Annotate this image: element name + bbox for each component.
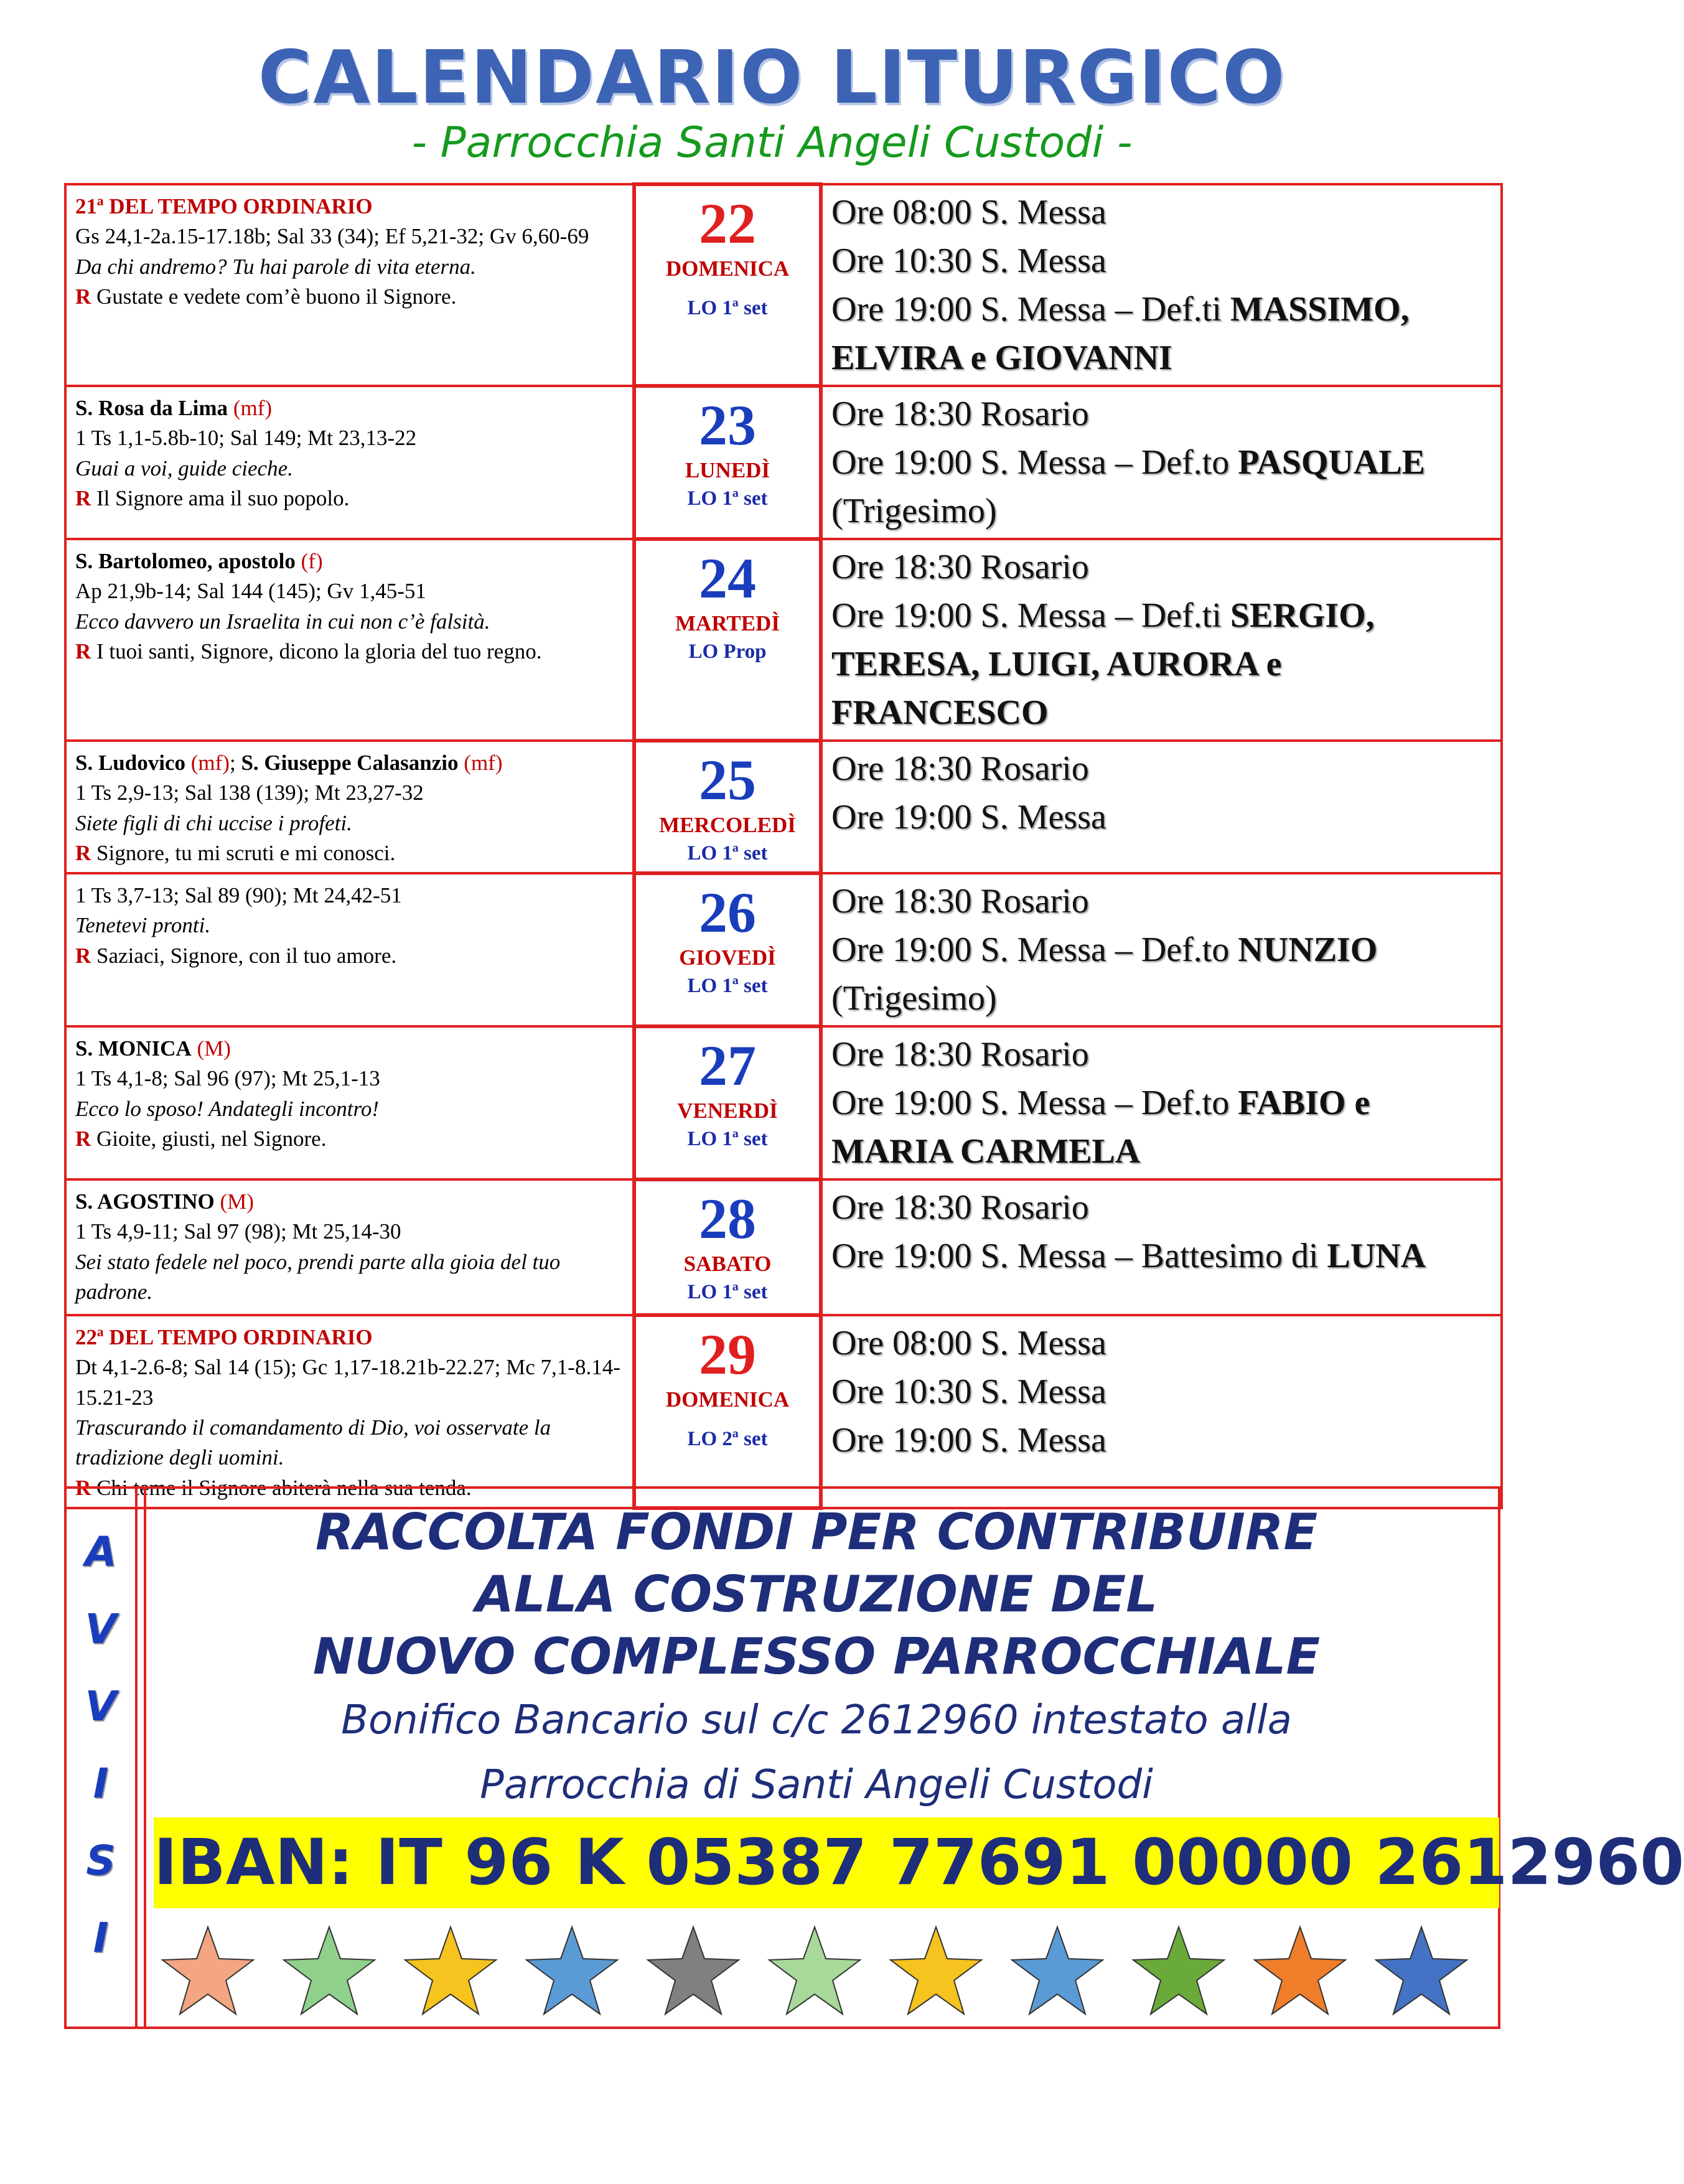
day-number: 23 [699,393,756,457]
readings: Dt 4,1-2.6-8; Sal 14 (15); Gc 1,17-18.21b-22.27; Mc 7,1-8.14-15.21-23 [75,1355,620,1410]
day-row [65,873,1502,1026]
day-name: MERCOLEDÌ [659,813,796,837]
psalm-response: R I tuoi santi, Signore, dicono la gloria del tuo regno. [75,639,542,663]
divider-line [144,1489,146,2027]
iban-banner: IBAN: IT 96 K 05387 77691 00000 2612960 [154,1817,1499,1908]
fundraising-line: NUOVO COMPLESSO PARROCCHIALE [312,1628,1321,1685]
events-cell [821,873,1502,1026]
celebration-title: S. Rosa da Lima (mf) [75,396,273,420]
fundraising-line: ALLA COSTRUZIONE DEL [475,1565,1158,1623]
page-subtitle: - Parrocchia Santi Angeli Custodi - [411,118,1133,167]
day-name: MARTEDÌ [675,611,780,635]
event-line: Ore 08:00 S. Messa [831,1324,1106,1363]
liturgy-cell [65,184,634,386]
event-line: Ore 18:30 Rosario [831,395,1089,433]
liturgy-cell [65,1315,634,1508]
date-cell [634,1315,821,1508]
day-number: 29 [699,1323,756,1387]
day-row [65,386,1502,539]
psalm-response: R Saziaci, Signore, con il tuo amore. [75,943,397,968]
readings: Ap 21,9b-14; Sal 144 (145); Gv 1,45-51 [75,579,426,604]
celebration-rank: (M) [220,1189,254,1214]
date-cell [634,873,821,1026]
office-week: LO Prop [688,640,767,663]
star-icon [161,1924,255,2018]
liturgy-cell [65,741,634,873]
office-week: LO 2ª set [687,1427,768,1450]
celebration-rank: (mf) [190,751,230,775]
liturgy-cell [65,539,634,741]
star-icon [283,1924,376,2018]
star-icon [404,1924,497,2018]
day-row [65,184,1502,386]
mass-intention: Ore 19:00 S. Messa – Def.to FABIO e MARIA CARMELA [831,1084,1370,1171]
star-icon [1011,1924,1104,2018]
star-icon [525,1924,619,2018]
events-cell [821,1315,1502,1508]
readings: Gs 24,1-2a.15-17.18b; Sal 33 (34); Ef 5,21-32; Gv 6,60-69 [75,224,589,249]
antiphon: Ecco davvero un Israelita in cui non c’è falsità. [75,609,490,634]
day-name: DOMENICA [665,1387,790,1412]
antiphon: Siete figli di chi uccise i profeti. [75,810,352,835]
mass-intention: Ore 19:00 S. Messa – Def.ti MASSIMO, ELVIRA e GIOVANNI [831,290,1410,377]
day-name: SABATO [683,1252,772,1277]
event-line: Ore 18:30 Rosario [831,1035,1089,1074]
day-number: 22 [699,192,756,255]
mass-intention: Ore 19:00 S. Messa – Def.ti SERGIO, TERESA, LUIGI, AURORA e FRANCESCO [831,596,1375,732]
day-number: 26 [699,881,756,945]
office-week: LO 1ª set [687,974,768,997]
avvisi-letter: I [93,1760,109,1807]
mass-intention: Ore 19:00 S. Messa – Battesimo di LUNA [831,1237,1426,1276]
day-name: LUNEDÌ [685,458,770,482]
office-week: LO 1ª set [687,487,768,510]
readings: 1 Ts 1,1-5.8b-10; Sal 149; Mt 23,13-22 [75,426,417,451]
day-row [65,1179,1502,1315]
office-week: LO 1ª set [687,1280,768,1303]
celebration-title: 21ª DEL TEMPO ORDINARIO [75,194,373,218]
celebration-title: S. MONICA (M) [75,1036,231,1061]
avvisi-letter: V [85,1605,117,1653]
day-number: 27 [699,1034,756,1098]
liturgy-cell [65,386,634,539]
office-week: LO 1ª set [687,296,768,319]
divider-line [135,1489,138,2027]
star-icon [1375,1924,1468,2018]
date-cell [634,1179,821,1315]
celebration-rank: (f) [301,549,323,573]
fundraising-line: RACCOLTA FONDI PER CONTRIBUIRE [315,1503,1318,1561]
events-cell [821,741,1502,873]
liturgy-cell [65,1179,634,1315]
antiphon: Da chi andremo? Tu hai parole di vita eterna. [75,254,476,279]
date-cell [634,741,821,873]
date-cell [634,184,821,386]
celebration-title: S. Bartolomeo, apostolo (f) [75,549,323,573]
star-icon [1132,1924,1225,2018]
celebration-title: 22ª DEL TEMPO ORDINARIO [75,1325,373,1350]
event-line: Ore 19:00 S. Messa [831,1421,1106,1460]
avvisi-letter: V [85,1682,117,1730]
avvisi-letter: A [85,1528,117,1576]
event-line: Ore 10:30 S. Messa [831,1372,1106,1412]
event-line: Ore 18:30 Rosario [831,749,1089,788]
avvisi-label [67,1489,135,2027]
events-cell [821,1026,1502,1179]
office-week: LO 1ª set [687,841,768,865]
page-title: CALENDARIO LITURGICO [258,34,1286,120]
date-cell [634,539,821,741]
bank-transfer-line: Bonifico Bancario sul c/c 2612960 intestato alla [341,1697,1292,1743]
events-cell [821,1179,1502,1315]
day-name: GIOVEDÌ [679,945,776,970]
day-number: 24 [699,546,756,610]
day-name: DOMENICA [665,256,790,281]
office-week: LO 1ª set [687,1127,768,1150]
date-cell [634,386,821,539]
day-row [65,1026,1502,1179]
event-line: Ore 19:00 S. Messa [831,798,1106,837]
mass-intention: Ore 19:00 S. Messa – Def.to PASQUALE (Trigesimo) [831,443,1426,530]
celebration-title: S. Ludovico (mf); S. Giuseppe Calasanzio (mf) [75,751,503,775]
schedule-table [64,182,1503,1510]
star-icon [889,1924,983,2018]
event-line: Ore 08:00 S. Messa [831,193,1106,232]
day-row [65,1315,1502,1508]
psalm-response: R Chi teme il Signore abiterà nella sua tenda. [75,1475,472,1500]
antiphon: Trascurando il comandamento di Dio, voi osservate la tradizione degli uomini. [75,1415,551,1470]
mass-intention: Ore 19:00 S. Messa – Def.to NUNZIO (Trigesimo) [831,930,1378,1018]
star-icon [1253,1924,1347,2018]
psalm-response: R Gustate e vedete com’è buono il Signore. [75,284,457,309]
avvisi-letter: S [86,1837,116,1885]
stars-decoration [154,1924,1499,2018]
events-cell [821,184,1502,386]
readings: 1 Ts 2,9-13; Sal 138 (139); Mt 23,27-32 [75,780,424,805]
events-cell [821,539,1502,741]
celebration-title: S. AGOSTINO (M) [75,1189,254,1214]
day-number: 28 [699,1187,756,1251]
events-cell [821,386,1502,539]
announcements-box [64,1486,1684,2029]
antiphon: Ecco lo sposo! Andategli incontro! [75,1096,379,1121]
event-line: Ore 18:30 Rosario [831,882,1089,921]
event-line: Ore 18:30 Rosario [831,1188,1089,1227]
event-line: Ore 18:30 Rosario [831,548,1089,586]
day-row [65,539,1502,741]
day-row [65,741,1502,873]
psalm-response: R Signore, tu mi scruti e mi conosci. [75,840,396,865]
antiphon: Tenetevi pronti. [75,913,211,938]
star-icon [768,1924,861,2018]
fundraising-text [154,1489,1479,1817]
readings: 1 Ts 3,7-13; Sal 89 (90); Mt 24,42-51 [75,883,402,908]
celebration-rank: (mf) [233,396,273,420]
celebration-rank: (M) [197,1036,231,1061]
event-line: Ore 10:30 S. Messa [831,241,1106,280]
liturgy-cell [65,1026,634,1179]
avvisi-letter: I [93,1914,109,1962]
star-icon [647,1924,740,2018]
psalm-response: R Il Signore ama il suo popolo. [75,485,350,510]
antiphon: Guai a voi, guide cieche. [75,456,293,480]
parish-line: Parrocchia di Santi Angeli Custodi [480,1762,1153,1808]
date-cell [634,1026,821,1179]
day-number: 25 [699,748,756,812]
liturgy-cell [65,873,634,1026]
readings: 1 Ts 4,9-11; Sal 97 (98); Mt 25,14-30 [75,1219,401,1244]
antiphon: Sei stato fedele nel poco, prendi parte alla gioia del tuo padrone. [75,1249,561,1305]
day-name: VENERDÌ [677,1099,778,1123]
readings: 1 Ts 4,1-8; Sal 96 (97); Mt 25,1-13 [75,1066,380,1091]
psalm-response: R Gioite, giusti, nel Signore. [75,1127,327,1151]
